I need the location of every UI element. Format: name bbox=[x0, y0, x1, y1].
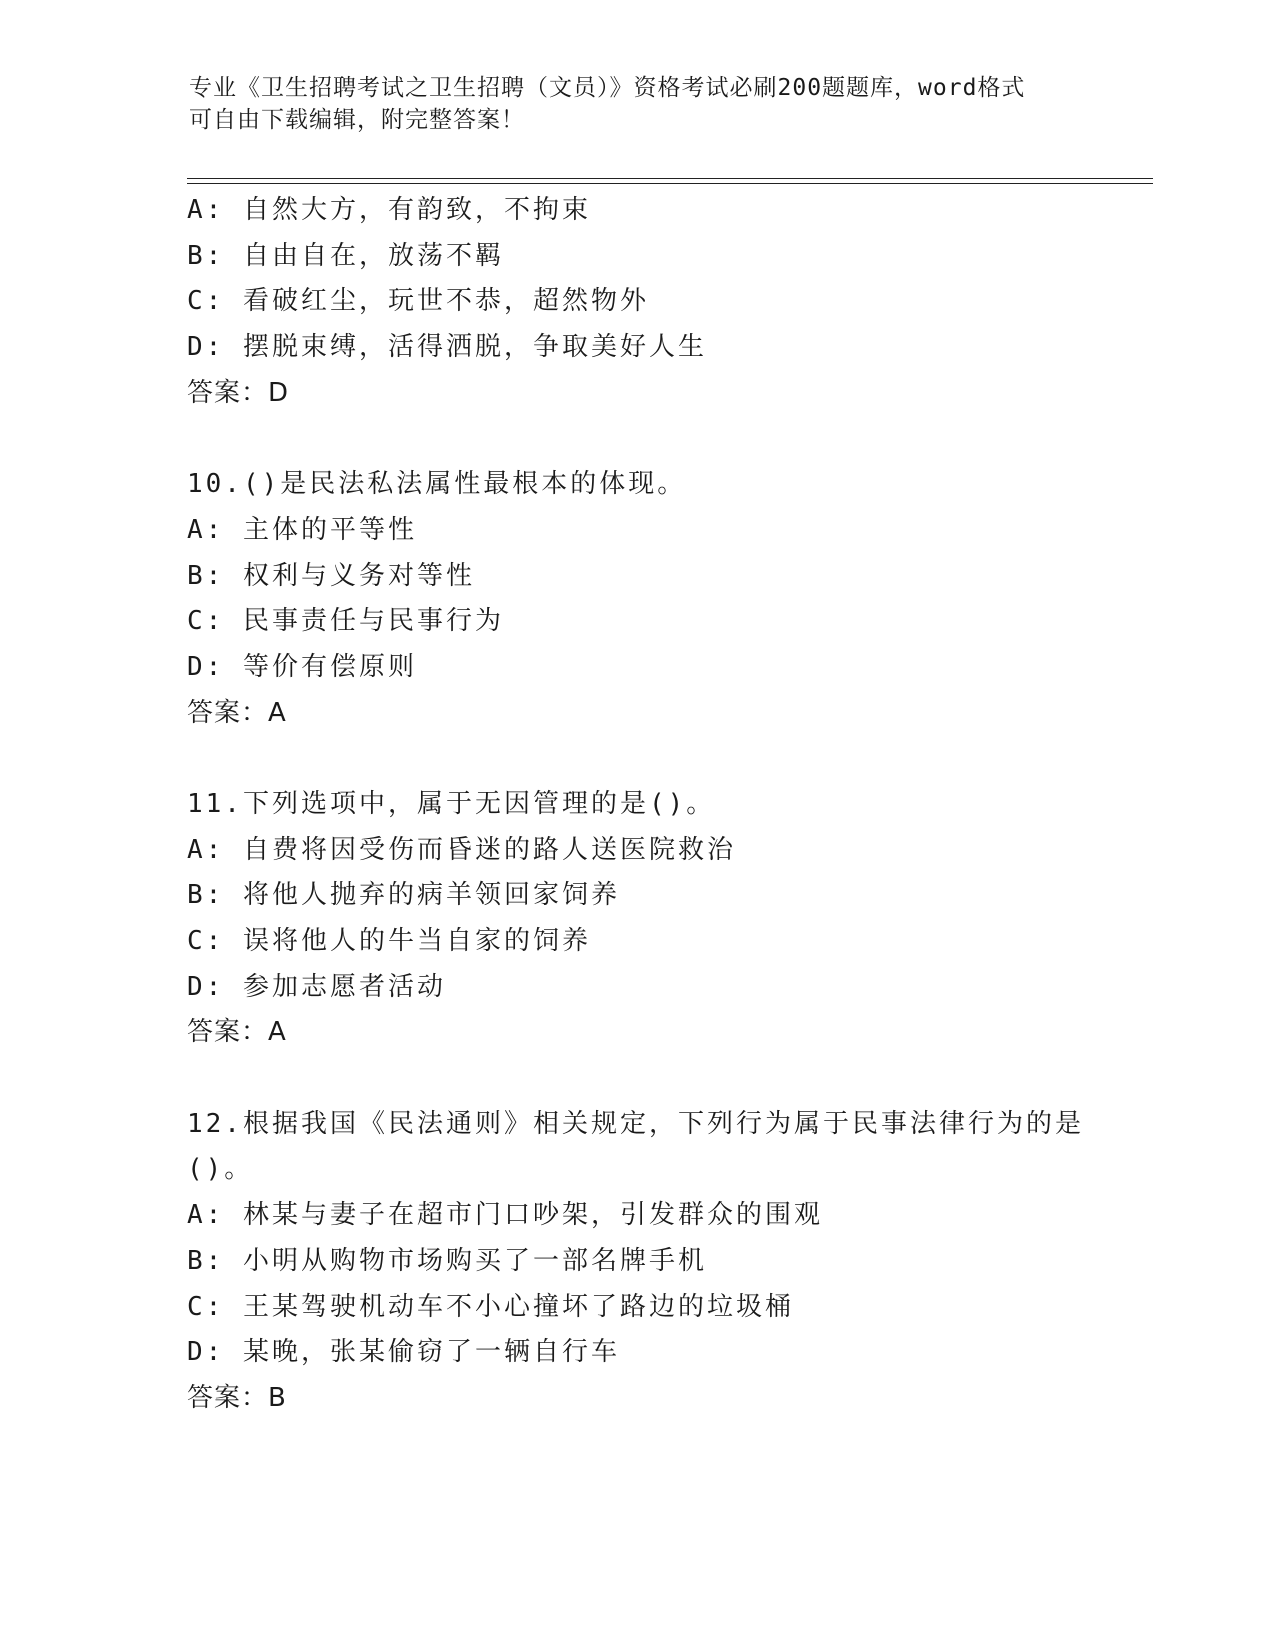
option-a: A: 自费将因受伤而昏迷的路人送医院救治 bbox=[187, 834, 736, 865]
option-c: C: 误将他人的牛当自家的饲养 bbox=[187, 926, 591, 956]
option-d: D: 摆脱束缚，活得洒脱，争取美好人生 bbox=[187, 332, 707, 363]
document-header bbox=[189, 72, 1089, 136]
option-b: B: 小明从购物市场购买了一部名牌手机 bbox=[187, 1245, 707, 1276]
spacer bbox=[187, 416, 1087, 462]
question-stem-line-1: 12.根据我国《民法通则》相关规定，下列行为属于民事法律行为的是 bbox=[187, 1108, 1084, 1139]
option-d: D: 某晚，张某偷窃了一辆自行车 bbox=[187, 1337, 620, 1368]
question-stem: 11.下列选项中，属于无因管理的是()。 bbox=[187, 788, 716, 819]
option-b: B: 将他人抛弃的病羊领回家饲养 bbox=[187, 880, 620, 911]
question-stem-line-2: ()。 bbox=[187, 1154, 254, 1185]
header-divider-top bbox=[187, 178, 1153, 179]
question-10 bbox=[187, 462, 1087, 736]
option-a: A: 自然大方，有韵致，不拘束 bbox=[187, 195, 591, 225]
answer-line: 答案：A bbox=[187, 697, 287, 728]
header-divider-bottom bbox=[187, 183, 1153, 184]
question-9 bbox=[187, 188, 1087, 416]
header-subtitle-line: 可自由下载编辑，附完整答案！ bbox=[189, 107, 525, 133]
option-a: A: 林某与妻子在超市门口吵架，引发群众的围观 bbox=[187, 1200, 823, 1231]
option-c: C: 民事责任与民事行为 bbox=[187, 606, 504, 637]
question-stem: 10.()是民法私法属性最根本的体现。 bbox=[187, 469, 687, 500]
answer-line: 答案：B bbox=[187, 1382, 287, 1413]
question-12 bbox=[187, 1102, 1087, 1422]
question-list bbox=[187, 188, 1087, 1422]
option-b: B: 权利与义务对等性 bbox=[187, 560, 475, 591]
option-d: D: 等价有偿原则 bbox=[187, 651, 417, 682]
option-c: C: 王某驾驶机动车不小心撞坏了路边的垃圾桶 bbox=[187, 1291, 794, 1322]
option-c: C: 看破红尘，玩世不恭，超然物外 bbox=[187, 286, 649, 317]
option-b: B: 自由自在，放荡不羁 bbox=[187, 240, 504, 271]
question-11 bbox=[187, 782, 1087, 1056]
option-d: D: 参加志愿者活动 bbox=[187, 971, 446, 1002]
header-title-line: 专业《卫生招聘考试之卫生招聘（文员）》资格考试必刷200题题库，word格式 bbox=[189, 75, 1026, 101]
answer-line: 答案：A bbox=[187, 1017, 287, 1048]
spacer bbox=[187, 736, 1087, 782]
answer-line: 答案：D bbox=[187, 377, 290, 408]
spacer bbox=[187, 1056, 1087, 1102]
option-a: A: 主体的平等性 bbox=[187, 514, 417, 545]
